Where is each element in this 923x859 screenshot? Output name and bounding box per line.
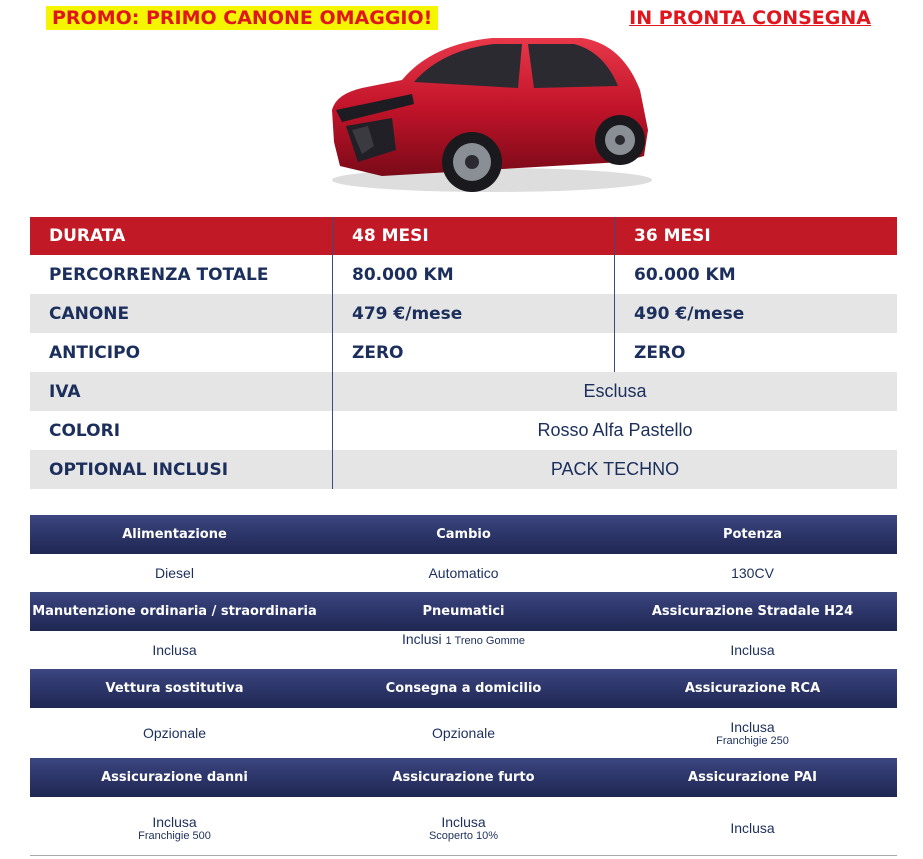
row-duration: [30, 217, 897, 255]
delivery-header: Consegna a domicilio: [385, 681, 542, 696]
spec-value-row: [30, 797, 897, 858]
tyres-note: 1 Treno Gomme: [445, 635, 526, 647]
tyres-header: Pneumatici: [422, 604, 505, 619]
promo-banner: PROMO: PRIMO CANONE OMAGGIO!: [46, 6, 438, 30]
pai-header: Assicurazione PAI: [688, 770, 817, 785]
road-assist-header: Assicurazione Stradale H24: [651, 604, 854, 619]
advance-label: ANTICIPO: [30, 333, 333, 372]
fuel-header: Alimentazione: [122, 527, 227, 542]
delivery-value: Opzionale: [431, 725, 496, 741]
lease-table: [30, 217, 897, 489]
optional-label: OPTIONAL INCLUSI: [30, 450, 333, 489]
fee-36: 490 €/mese: [634, 303, 745, 324]
advance-48: ZERO: [333, 333, 615, 372]
row-mileage: [30, 255, 897, 294]
colors-label: COLORI: [30, 411, 333, 450]
rca-note: Franchigie 250: [716, 735, 789, 747]
spec-value-row: [30, 631, 897, 669]
replacement-header: Vettura sostitutiva: [105, 681, 244, 696]
row-advance: [30, 333, 897, 372]
spec-value-row: [30, 708, 897, 758]
road-assist-value: Inclusa: [730, 642, 775, 658]
vat-value: Esclusa: [583, 381, 647, 401]
specs-table: [30, 515, 897, 858]
spec-value-row: [30, 554, 897, 592]
car-image: [322, 30, 652, 198]
colors-value: Rosso Alfa Pastello: [537, 420, 693, 440]
maintenance-value: Inclusa: [152, 642, 197, 658]
spec-header-row: [30, 515, 897, 554]
theft-note: Scoperto 10%: [428, 829, 499, 842]
pai-value: Inclusa: [730, 819, 775, 836]
theft-value: Inclusa Scoperto 10%: [428, 813, 499, 842]
rca-value: Inclusa Franchigie 250: [716, 719, 789, 747]
spec-header-row: [30, 758, 897, 797]
fuel-value: Diesel: [155, 565, 194, 581]
duration-48: 48 MESI: [333, 217, 615, 255]
row-fee: [30, 294, 897, 333]
damage-value: Inclusa Franchigie 500: [138, 813, 211, 842]
vat-label: IVA: [30, 372, 333, 411]
power-value: 130CV: [731, 565, 774, 581]
rca-header: Assicurazione RCA: [684, 681, 821, 696]
damage-header: Assicurazione danni: [101, 770, 248, 785]
row-colors: [30, 411, 897, 450]
mileage-36: 60.000 KM: [634, 264, 736, 285]
mileage-label: PERCORRENZA TOTALE: [30, 255, 333, 294]
spec-header-row: [30, 592, 897, 631]
power-header: Potenza: [722, 527, 783, 542]
replacement-value: Opzionale: [142, 725, 207, 741]
fee-label: CANONE: [30, 294, 333, 333]
availability-link[interactable]: IN PRONTA CONSEGNA: [629, 7, 871, 29]
spec-header-row: [30, 669, 897, 708]
gearbox-header: Cambio: [436, 527, 491, 542]
row-vat: [30, 372, 897, 411]
mileage-48: 80.000 KM: [333, 255, 615, 294]
optional-value: PACK TECHNO: [550, 459, 680, 479]
advance-36: ZERO: [634, 342, 686, 363]
gearbox-value: Automatico: [428, 565, 499, 581]
maintenance-header: Manutenzione ordinaria / straordinaria: [32, 604, 317, 619]
theft-header: Assicurazione furto: [392, 770, 535, 785]
duration-label: DURATA: [30, 217, 333, 255]
row-optional: [30, 450, 897, 489]
fee-48: 479 €/mese: [333, 294, 615, 333]
divider: [30, 855, 897, 856]
duration-36: 36 MESI: [634, 226, 711, 246]
damage-note: Franchigie 500: [138, 829, 211, 842]
tyres-value: Inclusi 1 Treno Gomme: [401, 631, 526, 647]
